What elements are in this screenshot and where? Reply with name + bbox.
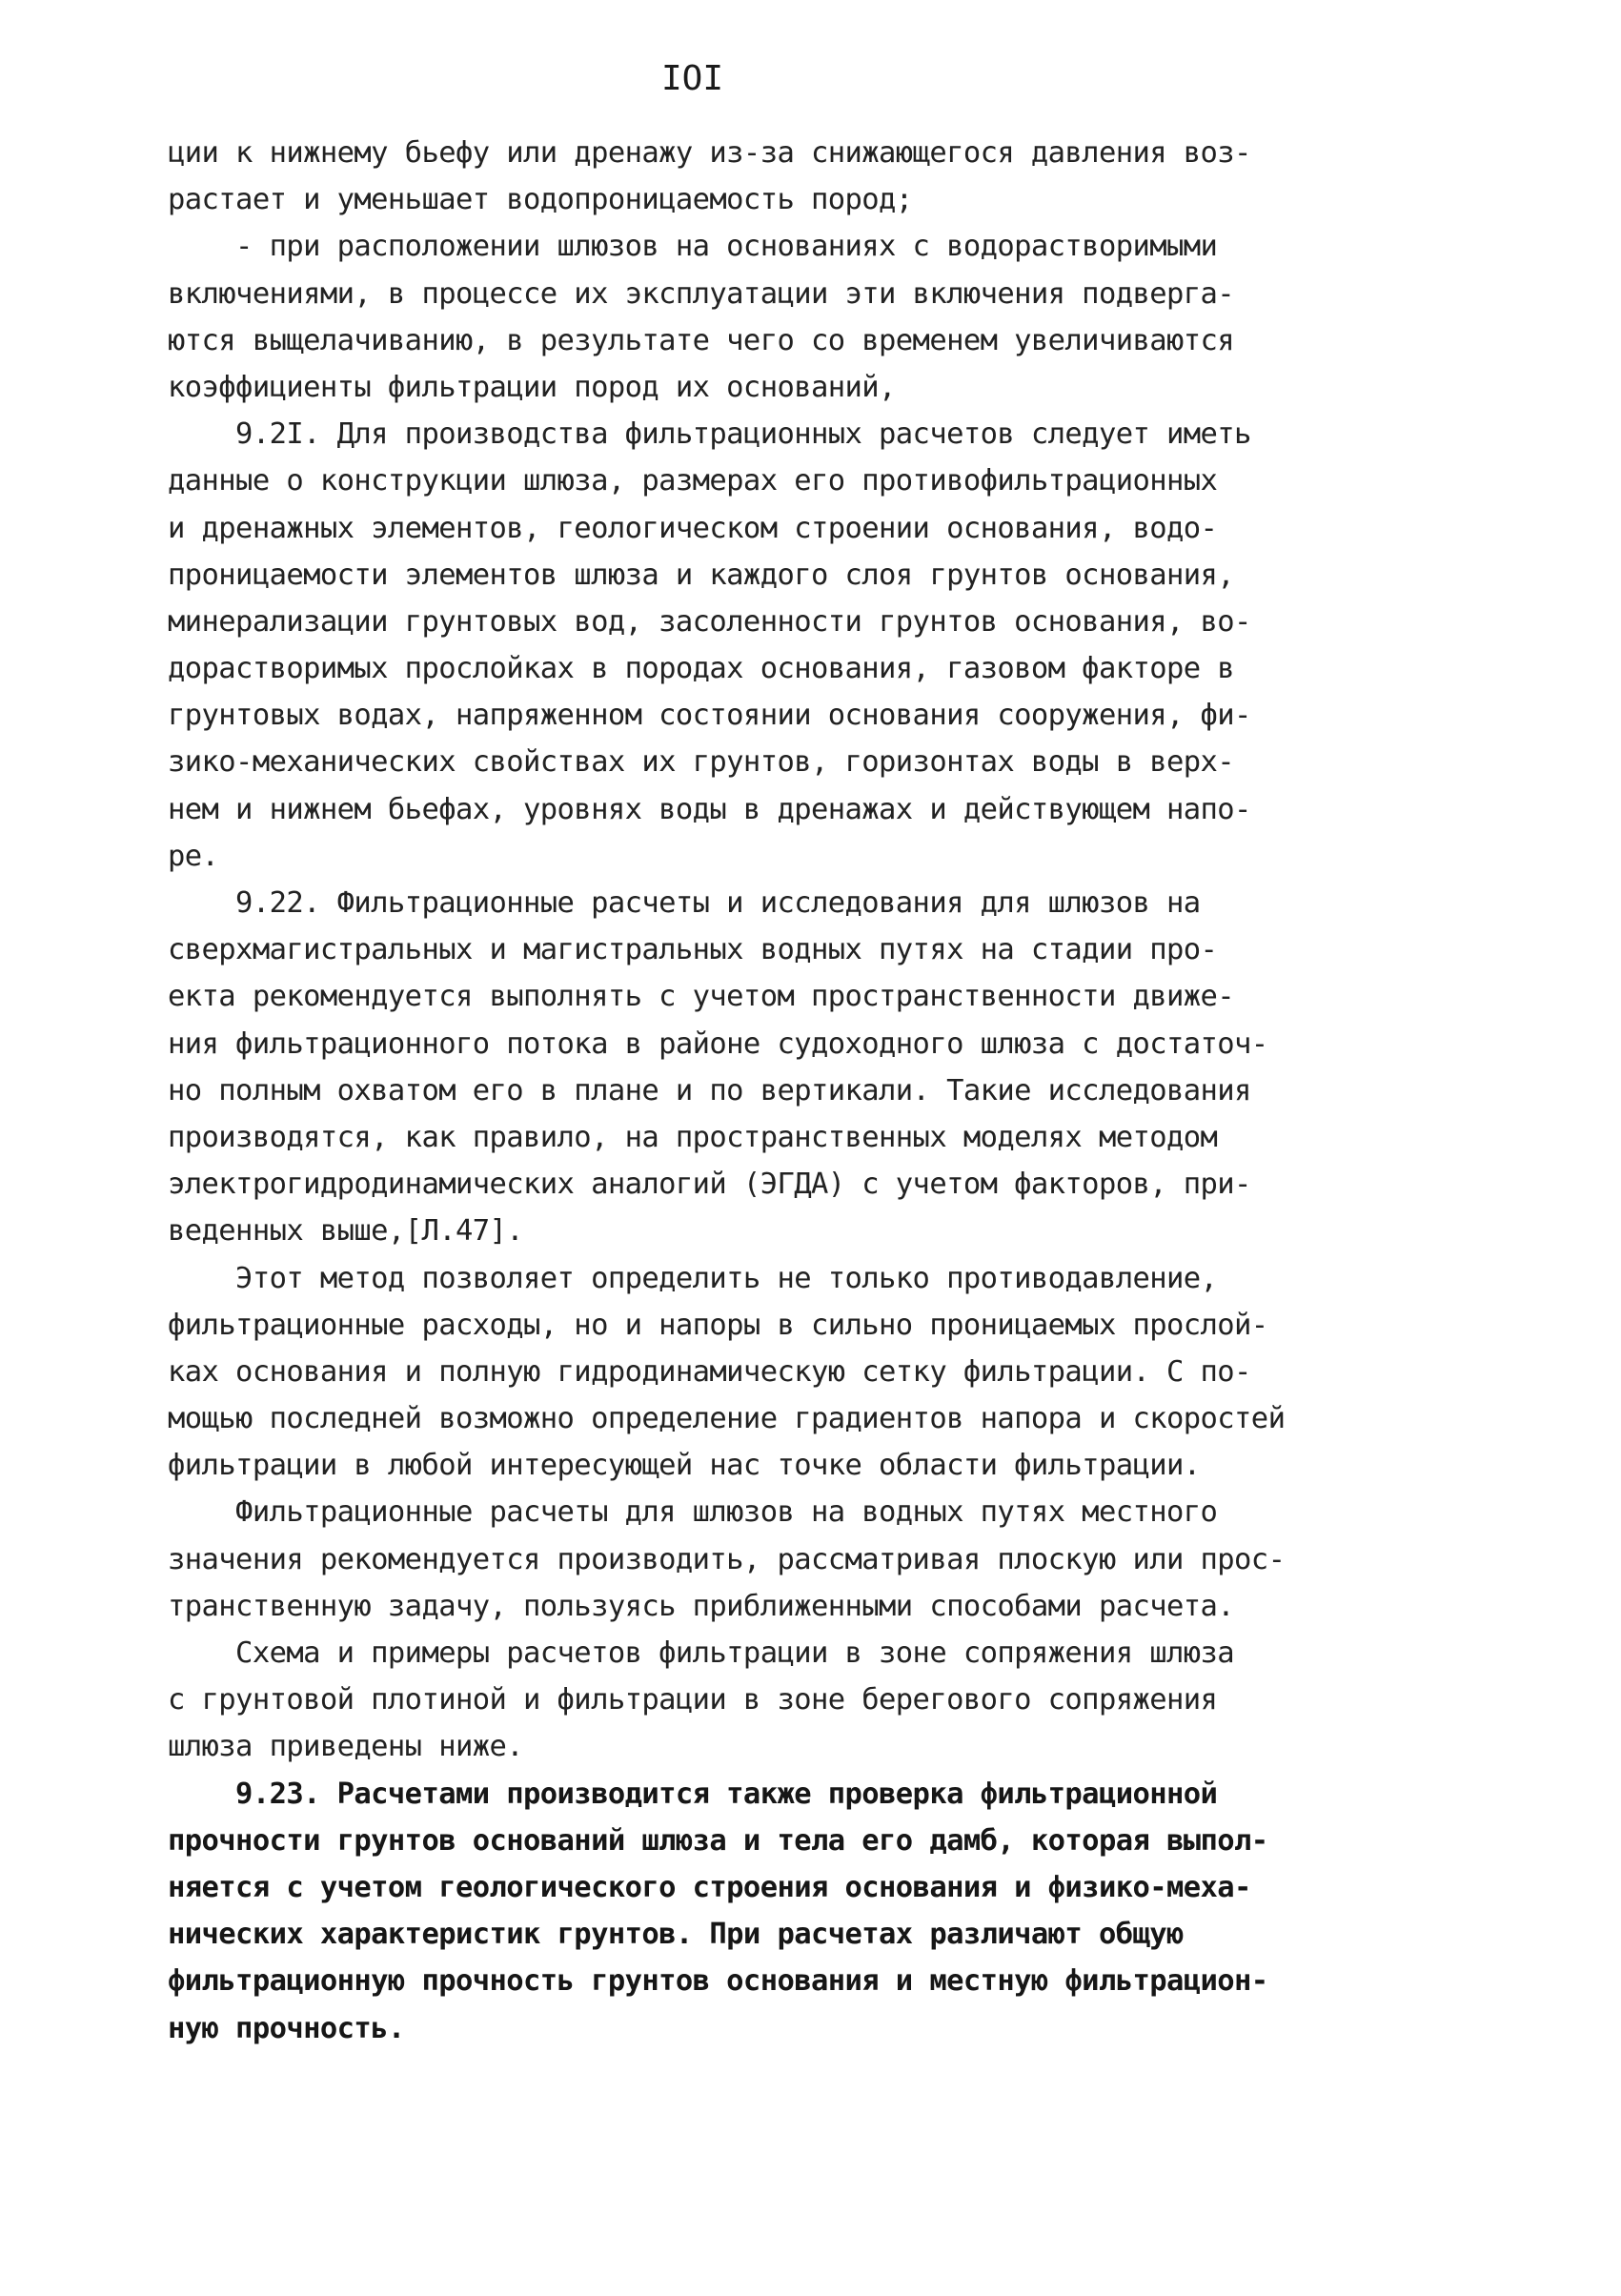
paragraph-p-9-22	[168, 880, 1473, 1255]
text-line: Фильтрационные расчеты для шлюзов на водных путях местного	[168, 1495, 1218, 1530]
paragraph-p1-cont	[168, 130, 1473, 223]
text-line: включениями, в процессе их эксплуатации эти включения подверга-	[168, 276, 1235, 311]
text-line: фильтрационную прочность грунтов основания и местную фильтрацион-	[168, 1964, 1268, 1999]
paragraph-p2	[168, 223, 1473, 411]
text-line: минерализации грунтовых вод, засоленности грунтов основания, во-	[168, 604, 1251, 639]
text-line: прочности грунтов оснований шлюза и тела его дамб, которая выпол-	[168, 1823, 1268, 1858]
text-line: фильтрационные расходы, но и напоры в сильно проницаемых прослой-	[168, 1308, 1268, 1342]
paragraph-p-9-23	[168, 1771, 1473, 2052]
text-line: нем и нижнем бьефах, уровнях воды в дренажах и действующем напо-	[168, 792, 1251, 826]
text-line: проницаемости элементов шлюза и каждого слоя грунтов основания,	[168, 558, 1235, 592]
paragraph-p-9-21	[168, 411, 1473, 880]
text-line: 9.22. Фильтрационные расчеты и исследования для шлюзов на	[168, 886, 1201, 920]
text-line: дорастворимых прослойках в породах основания, газовом факторе в	[168, 652, 1235, 686]
text-line: фильтрации в любой интересующей нас точке области фильтрации.	[168, 1449, 1201, 1483]
text-line: ции к нижнему бьефу или дренажу из-за снижающегося давления воз-	[168, 136, 1251, 170]
body-text	[168, 130, 1473, 2052]
text-line: 9.23. Расчетами производится также проверка фильтрационной	[168, 1777, 1218, 1811]
page-number: IOI	[661, 59, 724, 98]
text-line: няется с учетом геологического строения основания и физико-меха-	[168, 1870, 1251, 1904]
text-line: и дренажных элементов, геологическом строении основания, водо-	[168, 511, 1218, 545]
text-line: ются выщелачиванию, в результате чего со временем увеличиваются	[168, 323, 1235, 357]
text-line: Этот метод позволяет определить не только противодавление,	[168, 1261, 1218, 1295]
text-line: растает и уменьшает водопроницаемость пород;	[168, 183, 913, 217]
text-line: коэффициенты фильтрации пород их оснований,	[168, 370, 896, 404]
text-line: ре.	[168, 839, 219, 873]
text-line: значения рекомендуется производить, рассматривая плоскую или прос-	[168, 1542, 1286, 1576]
text-line: электрогидродинамических аналогий (ЭГДА) с учетом факторов, при-	[168, 1168, 1251, 1202]
text-line: веденных выше,[Л.47].	[168, 1214, 524, 1249]
text-line: ния фильтрационного потока в районе судоходного шлюза с достаточ-	[168, 1026, 1268, 1061]
text-line: нических характеристик грунтов. При расчетах различают общую	[168, 1918, 1184, 1952]
paragraph-p-local	[168, 1489, 1473, 1630]
paragraph-p-method	[168, 1255, 1473, 1490]
text-line: с грунтовой плотиной и фильтрации в зоне берегового сопряжения	[168, 1683, 1218, 1717]
text-line: производятся, как правило, на пространственных моделях методом	[168, 1120, 1218, 1154]
text-line: ках основания и полную гидродинамическую сетку фильтрации. С по-	[168, 1354, 1251, 1389]
text-line: Схема и примеры расчетов фильтрации в зоне сопряжения шлюза	[168, 1636, 1235, 1670]
text-line: грунтовых водах, напряженном состоянии основания сооружения, фи-	[168, 699, 1251, 733]
text-line: 9.2I. Для производства фильтрационных расчетов следует иметь	[168, 417, 1251, 452]
paragraph-p-scheme	[168, 1630, 1473, 1771]
text-line: данные о конструкции шлюза, размерах его противофильтрационных	[168, 464, 1218, 498]
text-line: транственную задачу, пользуясь приближенными способами расчета.	[168, 1589, 1235, 1623]
text-line: мощью последней возможно определение градиентов напора и скоростей	[168, 1402, 1286, 1436]
text-line: ную прочность.	[168, 2011, 405, 2045]
text-line: - при расположении шлюзов на основаниях с водорастворимыми	[168, 230, 1218, 264]
text-line: сверхмагистральных и магистральных водных путях на стадии про-	[168, 933, 1218, 967]
text-line: но полным охватом его в плане и по вертикали. Такие исследования	[168, 1073, 1251, 1107]
text-line: екта рекомендуется выполнять с учетом пространственности движе-	[168, 980, 1235, 1014]
text-line: шлюза приведены ниже.	[168, 1730, 524, 1764]
text-line: зико-механических свойствах их грунтов, горизонтах воды в верх-	[168, 745, 1235, 780]
